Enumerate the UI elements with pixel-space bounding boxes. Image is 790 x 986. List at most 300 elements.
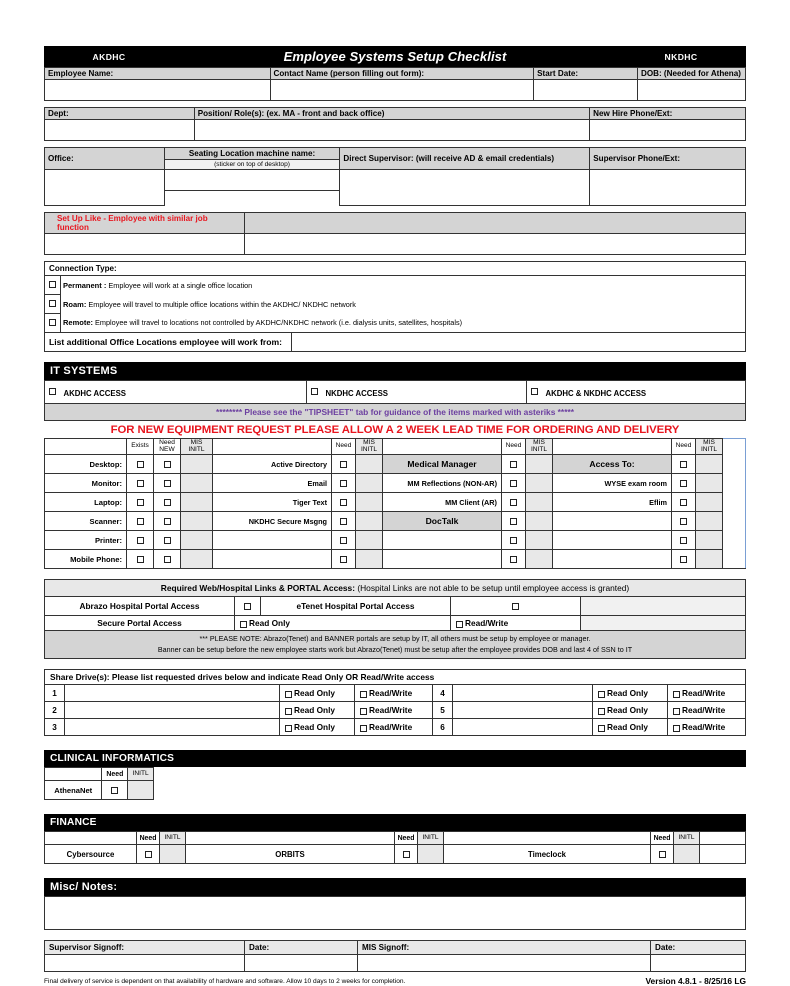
input-share-drive-5[interactable] [453,702,593,719]
equipment-row-2-tail [723,493,746,512]
checkbox-icon [340,556,347,563]
input-mis-date[interactable] [651,955,746,972]
checkbox-athenanet-need[interactable] [102,781,128,800]
checkbox-mm-client-need[interactable] [502,493,526,512]
equipment-header-mis-2-text: MIS [363,439,375,446]
checkbox-connection-permanent[interactable] [45,276,61,295]
checkbox-icon [598,708,605,715]
equipment-header-row [45,439,746,455]
input-mis-signoff[interactable] [358,955,651,972]
checkbox-medical-manager-need[interactable] [502,455,526,474]
checkbox-icon [164,537,171,544]
checkbox-icon [456,621,463,628]
label-position: Position/ Role(s): (ex. MA - front and back office) [194,108,589,120]
checkbox-active-directory-need[interactable] [332,455,356,474]
checkbox-scanner-need-new[interactable] [154,512,181,531]
checkbox-icon [137,556,144,563]
checkbox-timeclock-need[interactable] [651,845,674,864]
equipment-header-tail [723,439,746,455]
input-col3-row5-mis[interactable] [526,550,553,569]
identity-labels-row-3 [45,148,746,160]
input-supervisor-signoff[interactable] [45,955,245,972]
checkbox-icon [164,499,171,506]
label-col4-row3 [553,512,672,531]
equipment-label-monitor: Monitor: [45,474,127,493]
checkbox-share-drive-6-read-write[interactable] [668,719,746,736]
identity-table-3 [44,147,746,206]
checkbox-icon [137,518,144,525]
input-share-drive-1[interactable] [65,685,280,702]
input-email-mis[interactable] [356,474,383,493]
portal-access-table [44,579,746,659]
label-direct-supervisor: Direct Supervisor: (will receive AD & email credentials) [340,148,590,170]
org-right-nkdhc: NKDHC [616,46,746,67]
checkbox-col2-row4-need[interactable] [332,531,356,550]
equipment-header-need-4 [672,439,696,455]
tipsheet-row [45,404,746,421]
checkbox-printer-exists[interactable] [127,531,154,550]
checkbox-email-need[interactable] [332,474,356,493]
checkbox-share-drive-1-read-write[interactable] [355,685,433,702]
equipment-row-5-tail [723,550,746,569]
equipment-label-printer: Printer: [45,531,127,550]
finance-header-initl-3: INITL [674,832,700,845]
share-drive-number-1: 1 [45,685,65,702]
checkbox-icon [673,725,680,732]
checkbox-wyse-exam-room-need[interactable] [672,474,696,493]
portal-hospital-row [45,597,746,616]
finance-header-need-3: Need [651,832,674,845]
portal-note-row [45,631,746,659]
equipment-row-2 [45,493,746,512]
label-col3-row4 [383,531,502,550]
checkbox-printer-need-new[interactable] [154,531,181,550]
connection-option-remote-bold: Remote: [63,318,94,328]
input-mobile-phone-mis-initl[interactable] [181,550,213,569]
input-tiger-text-mis[interactable] [356,493,383,512]
checkbox-col4-row3-need[interactable] [672,512,696,531]
checkbox-icon [510,556,517,563]
checkbox-etenet-portal[interactable] [451,597,581,616]
input-setup-like-notes[interactable] [245,234,746,255]
equipment-label-laptop: Laptop: [45,493,127,512]
checkbox-icon [510,537,517,544]
option-akdhc-nkdhc-access[interactable] [527,381,746,404]
input-share-drive-4[interactable] [453,685,593,702]
gap-7 [44,659,746,669]
input-supervisor-date[interactable] [245,955,358,972]
tipsheet-note: ******** Please see the "TIPSHEET" tab for guidance of the items marked with asteriks ***** [45,404,746,421]
label-share-1-read-write: Read/Write [369,688,413,699]
input-monitor-mis-initl[interactable] [181,474,213,493]
checkbox-cybersource-need[interactable] [137,845,160,864]
checkbox-icon [659,851,666,858]
label-cybersource: Cybersource [45,845,137,864]
input-contact-name[interactable] [270,80,534,101]
portal-header-row [45,580,746,597]
checkbox-icon [680,480,687,487]
checkbox-icon [510,518,517,525]
checklist-sheet [44,46,746,986]
checkbox-eflim-need[interactable] [672,493,696,512]
portal-secure-row [45,616,746,631]
input-timeclock-initl[interactable] [674,845,700,864]
input-scanner-mis-initl[interactable] [181,512,213,531]
identity-labels-row-1 [45,68,746,80]
input-orbits-initl[interactable] [418,845,444,864]
label-medical-manager: Medical Manager [383,455,502,474]
label-share-5-read-write: Read/Write [682,705,726,716]
checkbox-icon [137,499,144,506]
checkbox-icon [680,556,687,563]
signoff-input-row [45,955,746,972]
checkbox-col3-row5-need[interactable] [502,550,526,569]
finance-header-blank-1 [45,832,137,845]
checkbox-icon [340,537,347,544]
checkbox-laptop-need-new[interactable] [154,493,181,512]
equipment-header-exists [127,439,154,455]
input-doctalk-mis[interactable] [526,512,553,531]
portal-header-normal: (Hospital Links are not able to be setup until employee access is granted) [355,583,630,594]
checkbox-abrazo-portal[interactable] [235,597,261,616]
connection-option-roam-text: Employee will travel to multiple office locations within the AKDHC/ NKDHC network [88,299,356,309]
label-new-hire-phone: New Hire Phone/Ext: [590,108,746,120]
input-athenanet-initl[interactable] [128,781,154,800]
label-tiger-text: Tiger Text [213,493,332,512]
checkbox-monitor-exists[interactable] [127,474,154,493]
checkbox-desktop-need-new[interactable] [154,455,181,474]
it-access-table [44,380,746,421]
checkbox-icon [49,388,56,395]
label-share-3-read-write: Read/Write [369,722,413,733]
input-wyse-exam-room-mis[interactable] [696,474,723,493]
spacer-seating [164,191,340,206]
title-bar-table [44,46,746,67]
connection-type-table [44,261,746,352]
equipment-header-need-3-text: Need [505,442,522,450]
checkbox-icon [673,708,680,715]
gap-11 [44,930,746,940]
input-desktop-mis-initl[interactable] [181,455,213,474]
checkbox-icon [512,603,519,610]
label-secure-read-write: Read/Write [465,618,509,629]
checkbox-icon [240,621,247,628]
connection-option-permanent-bold: Permanent : [63,280,107,290]
input-additional-locations[interactable] [291,333,745,351]
equipment-header-mis-4 [696,439,723,455]
portal-note-line-2: Banner can be setup before the new employee starts work but Abrazo(Tenet) must be setup after the employee provides DOB and last 4 of SSN to IT [157,644,633,654]
input-mm-reflections-mis[interactable] [526,474,553,493]
checkbox-share-drive-4-read-write[interactable] [668,685,746,702]
checkbox-icon [680,499,687,506]
connection-option-row-0 [45,276,746,295]
portal-section-header [45,580,746,597]
equipment-header-new-text: NEW [159,445,175,453]
checkbox-mobile-phone-need-new[interactable] [154,550,181,569]
checkbox-access-to-need[interactable] [672,455,696,474]
identity-input-row-3 [45,170,746,191]
checkbox-connection-remote[interactable] [45,314,61,333]
input-misc-notes[interactable] [45,897,746,930]
checkbox-icon [510,499,517,506]
label-office: Office: [45,148,165,170]
input-eflim-mis[interactable] [696,493,723,512]
checkbox-nkdhc-secure-msgng-need[interactable] [332,512,356,531]
checkbox-icon [137,461,144,468]
input-medical-manager-mis[interactable] [526,455,553,474]
input-employee-name[interactable] [45,80,271,101]
equipment-header-need-new [154,439,181,455]
option-nkdhc-access[interactable] [307,381,527,404]
share-drive-row-1 [45,702,746,719]
checkbox-icon [340,499,347,506]
checkbox-col4-row4-need[interactable] [672,531,696,550]
checkbox-secure-portal-read-only[interactable] [235,616,451,631]
checkbox-icon [164,518,171,525]
checkbox-icon [49,319,56,326]
checkbox-icon [285,725,292,732]
input-nkdhc-secure-msgng-mis[interactable] [356,512,383,531]
checkbox-icon [598,725,605,732]
label-share-6-read-only: Read Only [607,722,649,733]
equipment-header-mis-1 [181,439,213,455]
portal-note-line-1: *** PLEASE NOTE: Abrazo(Tenet) and BANNER portals are setup by IT, all others must be setup by employee or manager. [199,634,591,644]
checkbox-share-drive-2-read-write[interactable] [355,702,433,719]
label-col3-row5 [383,550,502,569]
input-supervisor-phone[interactable] [590,170,746,206]
label-mis-signoff: MIS Signoff: [358,941,651,955]
label-mm-client: MM Client (AR) [383,493,502,512]
checkbox-share-drive-1-read-only[interactable] [280,685,355,702]
checkbox-icon [510,461,517,468]
checkbox-desktop-exists[interactable] [127,455,154,474]
label-timeclock: Timeclock [444,845,651,864]
title-bar-row [44,46,746,67]
checkbox-icon [340,480,347,487]
input-start-date[interactable] [534,80,638,101]
footer-row [44,972,746,986]
input-share-drive-2[interactable] [65,702,280,719]
checkbox-icon [285,708,292,715]
checkbox-secure-portal-read-write[interactable] [451,616,581,631]
input-access-to-mis[interactable] [696,455,723,474]
gap-10 [44,864,746,878]
equipment-header-mis-1-text: MIS [190,439,203,446]
footer-version: Version 4.8.1 - 8/25/16 LG [645,976,746,986]
checkbox-mm-reflections-need[interactable] [502,474,526,493]
equipment-row-0 [45,455,746,474]
additional-locations-inner-row [45,333,745,351]
equipment-row-3 [45,512,746,531]
label-col2-row5 [213,550,332,569]
checkbox-share-drive-4-read-only[interactable] [593,685,668,702]
label-share-2-read-only: Read Only [294,705,336,716]
setup-like-label-row [45,213,746,234]
gap-5 [44,352,746,362]
input-dept[interactable] [45,120,195,141]
input-direct-supervisor[interactable] [340,170,590,206]
equipment-header-need-4-text: Need [675,442,692,450]
input-position[interactable] [194,120,589,141]
label-setup-like: Set Up Like - Employee with similar job function [45,213,245,234]
share-drive-number-6: 6 [433,719,453,736]
identity-table-1 [44,67,746,101]
portal-secure-spacer [581,616,746,631]
checkbox-icon [49,300,56,307]
label-dept: Dept: [45,108,195,120]
it-access-row [45,381,746,404]
checkbox-doctalk-need[interactable] [502,512,526,531]
equipment-row-4-tail [723,531,746,550]
input-laptop-mis-initl[interactable] [181,493,213,512]
portal-note [45,631,746,659]
checkbox-col4-row5-need[interactable] [672,550,696,569]
input-printer-mis-initl[interactable] [181,531,213,550]
equipment-header-exists-text: Exists [131,442,149,450]
checkbox-icon [285,691,292,698]
checkbox-icon [164,480,171,487]
checkbox-tiger-text-need[interactable] [332,493,356,512]
input-setup-like-employee[interactable] [45,234,245,255]
portal-header-bold: Required Web/Hospital Links & PORTAL Access: [160,583,355,594]
share-drives-header-row [45,670,746,685]
misc-notes-table [44,896,746,930]
checkbox-icon [531,388,538,395]
finance-header-initl-2: INITL [418,832,444,845]
input-seating-location[interactable] [164,170,340,191]
input-col4-row3-mis[interactable] [696,512,723,531]
checkbox-icon [244,603,251,610]
connection-option-row-2 [45,314,746,333]
misc-notes-row [45,897,746,930]
label-col4-row4 [553,531,672,550]
option-akdhc-access[interactable] [45,381,307,404]
clinical-header-need: Need [102,768,128,781]
checkbox-share-drive-3-read-only[interactable] [280,719,355,736]
connection-option-remote [61,314,746,333]
checkbox-orbits-need[interactable] [395,845,418,864]
input-col4-row4-mis[interactable] [696,531,723,550]
checkbox-connection-roam[interactable] [45,295,61,314]
equipment-row-1 [45,474,746,493]
label-abrazo-portal: Abrazo Hospital Portal Access [45,597,235,616]
share-drive-row-2 [45,719,746,736]
label-share-4-read-only: Read Only [607,688,649,699]
label-col2-row4 [213,531,332,550]
signoff-table [44,940,746,972]
checkbox-icon [137,537,144,544]
checkbox-scanner-exists[interactable] [127,512,154,531]
input-new-hire-phone[interactable] [590,120,746,141]
input-col3-row4-mis[interactable] [526,531,553,550]
checkbox-mobile-phone-exists[interactable] [127,550,154,569]
label-akdhc-and-nkdhc-access: AKDHC & NKDHC ACCESS [545,389,647,398]
checkbox-icon [340,461,347,468]
connection-option-roam [61,295,746,314]
checkbox-icon [340,518,347,525]
label-additional-locations: List additional Office Locations employee will work from: [49,337,283,347]
equipment-header-need-2 [332,439,356,455]
checkbox-icon [680,518,687,525]
section-header-clinical-informatics: CLINICAL INFORMATICS [44,750,746,767]
label-doctalk: DocTalk [383,512,502,531]
footer-table [44,972,746,986]
checkbox-icon [360,725,367,732]
checkbox-icon [403,851,410,858]
equipment-header-initl-1-text: INITL [188,445,205,453]
finance-item-blank-4 [700,845,746,864]
checkbox-icon [360,708,367,715]
equipment-header-initl-2-text: INITL [360,445,378,453]
share-drives-table [44,669,746,736]
equipment-header-blank-4 [553,439,672,455]
section-header-it-systems: IT SYSTEMS [44,362,746,380]
connection-option-permanent-text: Employee will work at a single office location [108,280,253,290]
checkbox-icon [680,537,687,544]
input-dob[interactable] [637,80,745,101]
share-drive-row-0 [45,685,746,702]
input-share-drive-6[interactable] [453,719,593,736]
checkbox-icon [111,787,118,794]
label-share-4-read-write: Read/Write [682,688,726,699]
identity-input-row-2 [45,120,746,141]
clinical-informatics-table [44,767,154,800]
finance-header-blank-4 [700,832,746,845]
checkbox-share-drive-3-read-write[interactable] [355,719,433,736]
clinical-row-athenanet [45,781,154,800]
input-cybersource-initl[interactable] [160,845,186,864]
input-mm-client-mis[interactable] [526,493,553,512]
label-col4-row5 [553,550,672,569]
checkbox-col3-row4-need[interactable] [502,531,526,550]
checkbox-laptop-exists[interactable] [127,493,154,512]
additional-locations-table [45,333,745,351]
checkbox-share-drive-2-read-only[interactable] [280,702,355,719]
checkbox-monitor-need-new[interactable] [154,474,181,493]
checkbox-share-drive-5-read-only[interactable] [593,702,668,719]
input-col4-row5-mis[interactable] [696,550,723,569]
label-seating-location: Seating Location machine name: [164,148,340,160]
label-email: Email [213,474,332,493]
connection-option-permanent [61,276,746,295]
label-start-date: Start Date: [534,68,638,80]
setup-like-table [44,212,746,255]
input-active-directory-mis[interactable] [356,455,383,474]
checkbox-share-drive-5-read-write[interactable] [668,702,746,719]
additional-locations-cell [45,333,746,352]
checkbox-col2-row5-need[interactable] [332,550,356,569]
checkbox-icon [49,281,56,288]
input-col2-row4-mis[interactable] [356,531,383,550]
checkbox-icon [164,556,171,563]
input-share-drive-3[interactable] [65,719,280,736]
footer-note: Final delivery of service is dependent on that availability of hardware and software. Allow 10 days to 2 weeks for completion. [44,977,406,985]
finance-header-blank-3 [444,832,651,845]
label-share-2-read-write: Read/Write [369,705,413,716]
equipment-label-mobile-phone: Mobile Phone: [45,550,127,569]
equipment-row-5 [45,550,746,569]
input-col2-row5-mis[interactable] [356,550,383,569]
clinical-header-blank [45,768,102,781]
checkbox-icon [510,480,517,487]
input-office[interactable] [45,170,165,206]
connection-option-roam-bold: Roam: [63,299,87,309]
checkbox-share-drive-6-read-only[interactable] [593,719,668,736]
label-employee-name: Employee Name: [45,68,271,80]
org-left-akdhc: AKDHC [44,46,174,67]
label-mm-reflections: MM Reflections (NON-AR) [383,474,502,493]
equipment-header-mis-3 [526,439,553,455]
